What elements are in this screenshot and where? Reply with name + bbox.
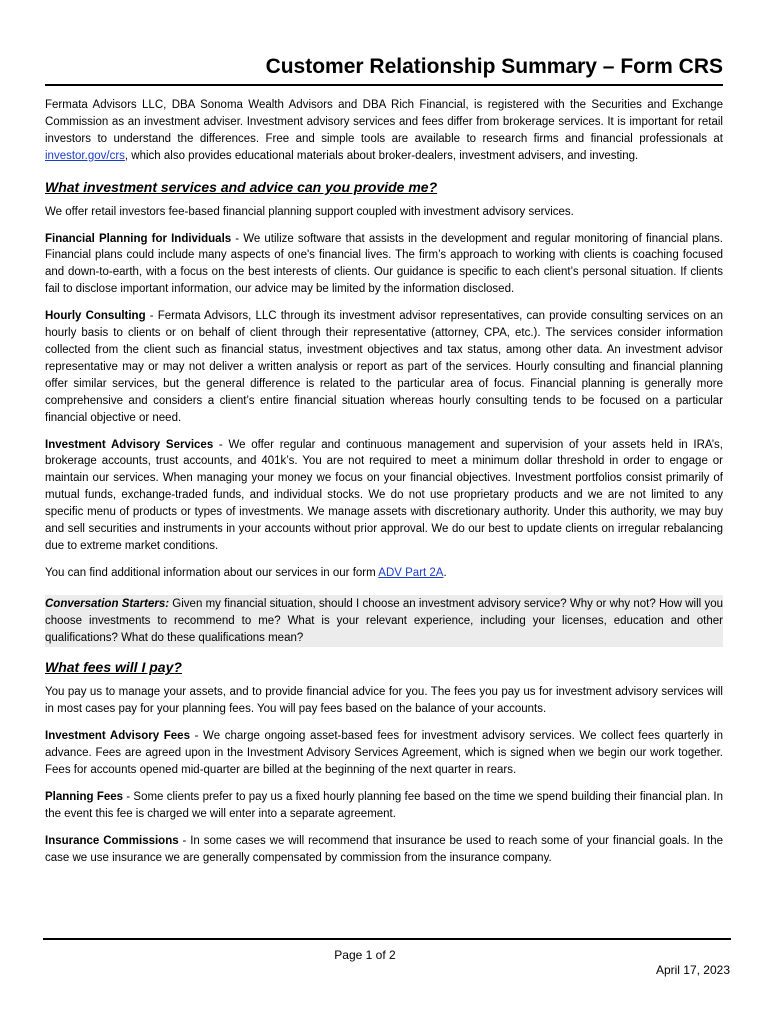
hourly-consulting-label: Hourly Consulting [45,310,146,323]
document-date: April 17, 2023 [655,963,730,977]
planning-fees-paragraph [45,789,723,823]
hourly-consulting-paragraph [45,308,723,426]
page-number: Page 1 of 2 [334,948,396,962]
more-info-text: You can find additional information about our services in our form [45,566,379,579]
advisory-fees-label: Investment Advisory Fees [45,730,190,743]
intro-paragraph [45,97,723,165]
fees-heading: What fees will I pay? [45,659,182,676]
document-page [45,54,723,867]
investor-gov-link[interactable]: investor.gov/crs [45,149,125,162]
more-info-paragraph [45,565,723,582]
insurance-commissions-paragraph [45,833,723,867]
financial-planning-label: Financial Planning for Individuals [45,232,232,245]
advisory-services-paragraph [45,437,723,555]
advisory-services-label: Investment Advisory Services [45,438,214,451]
planning-fees-label: Planning Fees [45,791,124,803]
planning-fees-text: - Some clients prefer to pay us a fixed hourly planning fee based on the time we spend building their financial plan. In the event this fee is charged we will enter into a separate agreement. [45,791,724,820]
advisory-fees-text: - We charge ongoing asset-based fees for investment advisory services. We collect fees quarterly in advance. Fees are agreed upon in the Investment Advisory Services Agreement, which is signed when we begin our work together. Fees for accounts opened mid-quarter are billed at the beginning of the next quarter in rears. [45,730,723,777]
financial-planning-paragraph [45,231,723,299]
insurance-commissions-label: Insurance Commissions [45,834,179,847]
conversation-starters-text: Given my financial situation, should I choose an investment advisory service? Why or why not? How will you choose investments to recommend to me? What is your relevant experience, including your licenses, education and other qualifications? What do these qualifications mean? [45,597,723,644]
more-info-end: . [443,566,447,579]
services-lead: We offer retail investors fee-based financial planning support coupled with investment advisory services. [45,205,574,218]
hourly-consulting-text: - Fermata Advisors, LLC through its investment advisor representatives, can provide consulting services on an hourly basis to clients or on behalf of client through their representative (attorney, CPA, etc.). The services consider information collected from the client such as financial status, investment objectives and tax status, among other data. An investment advisor representative may or may not deliver a written analysis or report as part of the services. Hourly consulting and financial planning offer similar services, but the general difference is related to the particular area of focus. Financial planning is generally more comprehensive and considers a client’s entire financial situation whereas hourly consulting tends to be focused on a particular financial objective or need. [45,310,723,424]
conversation-starters [45,595,723,648]
page-title: Customer Relationship Summary – Form CRS [45,54,723,86]
fees-lead: You pay us to manage your assets, and to provide financial advice for you. The fees you pay us for investment advisory services will in most cases pay for your planning fees. You will pay fees based on the balance of your accounts. [45,686,723,716]
conversation-starters-label: Conversation Starters: [45,597,170,610]
adv-part-2a-link[interactable]: ADV Part 2A [378,566,444,579]
intro-text-end: , which also provides educational materials about broker-dealers, investment advisers, and investing. [124,149,639,162]
footer-divider [43,938,731,940]
intro-text: Fermata Advisors LLC, DBA Sonoma Wealth Advisors and DBA Rich Financial, is registered with the Securities and Exchange Commission as an investment adviser. Investment advisory services and fees differ from brokerage services. It is important for retail investors to understand the differences. Free and simple tools are available to research firms and financial professionals at [45,99,723,145]
financial-planning-text: - We utilize software that assists in the development and regular monitoring of financial plans. Financial plans could include many aspects of one's financial lives. The firm’s approach to working with clients is coaching focused and down-to-earth, with a focus on the best interests of clients. Our guidance is specific to each client’s personal situation. If clients fail to disclose important information, our advice may be limited by the information disclosed. [45,232,723,296]
advisory-services-text: - We offer regular and continuous management and supervision of your assets held in IRA’s, brokerage accounts, trust accounts, and 401k’s. You are not required to meet a minimum dollar threshold in order to engage or maintain our services. When managing your money we focus on your financial objectives. Investment portfolios consist primarily of mutual funds, exchange-traded funds, and individual stocks. We do not use proprietary products and we are not limited to any specific menu of products or types of investments. We manage assets with discretionary authority. Under this authority, we may buy and sell securities and instruments in your accounts without prior approval. We do our best to update clients on irregular rebalancing due to extreme market conditions. [45,438,723,552]
insurance-commissions-text: - In some cases we will recommend that insurance be used to reach some of your financial goals. In the case we use insurance we are generally compensated by commission from the insurance company. [45,834,723,864]
advisory-fees-paragraph [45,728,723,779]
services-heading: What investment services and advice can you provide me? [45,178,438,195]
